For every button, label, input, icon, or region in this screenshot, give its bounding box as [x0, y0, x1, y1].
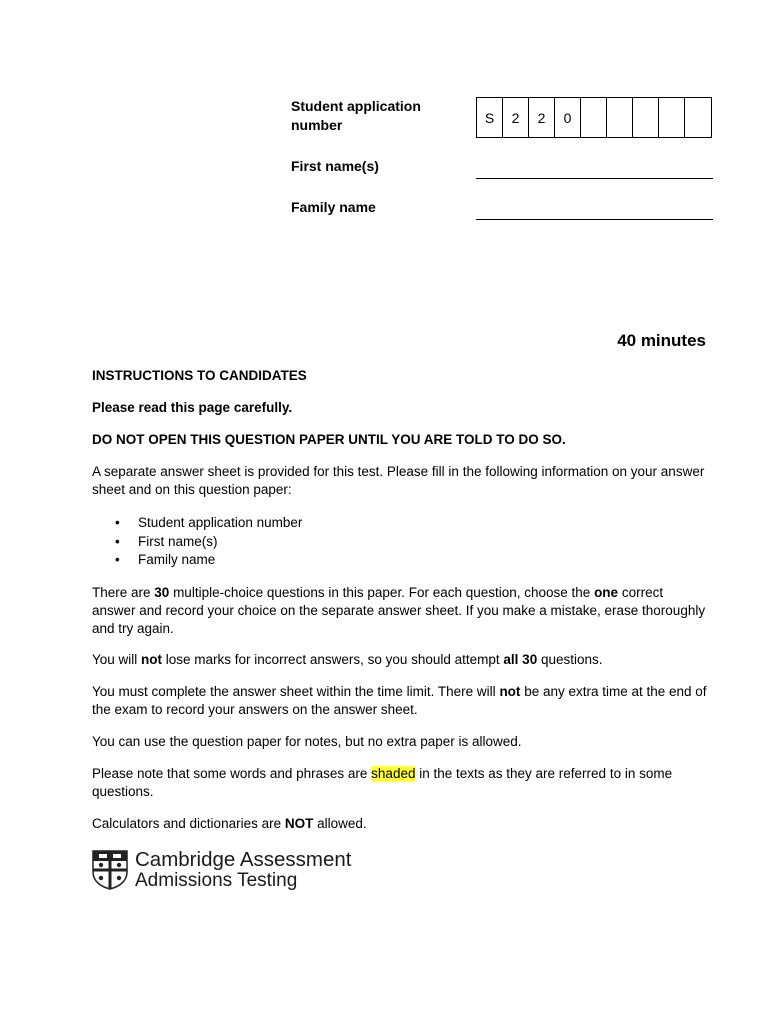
duration-label: 40 minutes — [617, 331, 706, 350]
application-number-char[interactable] — [659, 98, 685, 137]
application-number-char[interactable] — [633, 98, 659, 137]
answer-sheet-intro: A separate answer sheet is provided for this test. Please fill in the following information on your answer sheet and on this question paper: — [92, 464, 705, 497]
instructions-heading: INSTRUCTIONS TO CANDIDATES — [92, 368, 307, 383]
marks-paragraph: You will not lose marks for incorrect answers, so you should attempt all 30 questions. — [92, 652, 603, 667]
calculators-paragraph: Calculators and dictionaries are NOT allowed. — [92, 816, 367, 831]
read-carefully-text: Please read this page carefully. — [92, 400, 293, 415]
application-number-char[interactable] — [607, 98, 633, 137]
time-limit-paragraph: You must complete the answer sheet within the time limit. There will not be any extra time at the end of the exam to record your answers on the answer sheet. — [92, 684, 707, 717]
shield-crest-icon — [92, 850, 128, 890]
application-number-char[interactable]: S — [477, 98, 503, 137]
application-number-char[interactable]: 2 — [503, 98, 529, 137]
application-number-char[interactable] — [685, 98, 711, 137]
application-number-label: Student application number — [291, 98, 421, 133]
do-not-open-text: DO NOT OPEN THIS QUESTION PAPER UNTIL YOU ARE TOLD TO DO SO. — [92, 432, 566, 447]
first-name-label: First name(s) — [291, 158, 379, 174]
first-name-field[interactable] — [476, 178, 713, 179]
application-number-char[interactable]: 0 — [555, 98, 581, 137]
application-number-char[interactable] — [581, 98, 607, 137]
list-item: • First name(s) — [92, 533, 302, 552]
cambridge-logo — [92, 849, 351, 891]
shaded-word: shaded — [371, 766, 416, 781]
family-name-field[interactable] — [476, 219, 713, 220]
list-item: • Family name — [92, 551, 302, 570]
notes-paragraph: You can use the question paper for notes, but no extra paper is allowed. — [92, 734, 522, 749]
logo-line-2: Admissions Testing — [135, 870, 298, 891]
family-name-label: Family name — [291, 199, 376, 215]
questions-paragraph: There are 30 multiple-choice questions in this paper. For each question, choose the one correct answer and record your choice on the separate answer sheet. If you make a mistake, erase thoroughly and try again. — [92, 585, 706, 636]
shaded-paragraph: Please note that some words and phrases are shaded in the texts as they are referred to in some questions. — [92, 766, 673, 799]
logo-line-1: Cambridge Assessment — [135, 848, 352, 871]
required-info-list — [92, 514, 302, 570]
list-item: • Student application number — [92, 514, 302, 533]
application-number-char[interactable]: 2 — [529, 98, 555, 137]
application-number-boxes[interactable] — [476, 97, 712, 138]
